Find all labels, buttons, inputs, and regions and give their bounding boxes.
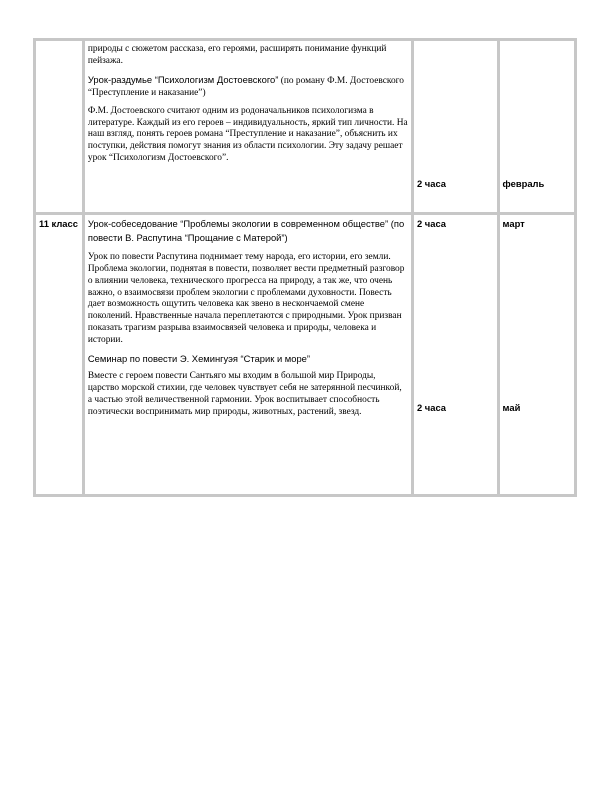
month-label: февраль xyxy=(502,178,545,189)
lesson-title: Урок-собеседование “Проблемы экологии в современном обществе” xyxy=(87,218,389,229)
lesson-text: Ф.М. Достоевского считают одним из родоначальников психологизма в литературе. Каждый из его героев – индивидуальность, яркий тип личности. На наш взгляд, понять героев романа “Преступление и наказание”, объяснить их поступки, действия помогут знания из области психологии. Эту задачу решает урок “Психологизм Достоевского”. xyxy=(87,105,408,164)
lesson-text: природы с сюжетом рассказа, его героями, расширять понимание функций пейзажа. xyxy=(87,44,387,66)
hours-cell xyxy=(412,40,498,214)
month-cell xyxy=(498,40,575,214)
curriculum-table xyxy=(33,38,577,497)
lesson-heading xyxy=(88,74,408,100)
hours-label: 2 часа xyxy=(416,218,446,229)
hours-label: 2 часа xyxy=(416,402,446,413)
table-row xyxy=(35,40,576,214)
grade-label: 11 класс xyxy=(39,218,78,229)
grade-cell xyxy=(35,40,84,214)
table-row xyxy=(35,214,576,496)
lesson-description-cell xyxy=(83,214,412,496)
month-label: май xyxy=(502,402,521,413)
lesson-title-note: (по повести В. Распутина “Прощание с Матерой”) xyxy=(87,218,405,243)
lesson-description-cell xyxy=(83,40,412,214)
hours-cell xyxy=(412,214,498,496)
lesson-heading xyxy=(88,218,408,246)
lesson-title: Урок-раздумье “Психологизм Достоевского” xyxy=(87,73,279,85)
hours-label: 2 часа xyxy=(416,178,446,189)
lesson-text: Вместе с героем повести Сантьяго мы входим в большой мир Природы, царство морской стихии, где человек чувствует себя не затерянной песчинкой, а частью этой величественной гармонии. Урок воспитывает способность поэтически воспринимать мир природы, животных, растений, звезд. xyxy=(87,370,402,417)
month-label: март xyxy=(502,218,525,229)
lesson-text: Урок по повести Распутина поднимает тему народа, его истории, его земли. Проблема экологии, поднятая в повести, позволяет вести предметный разговор о влиянии человека, технического прогресса на природу, а так же, что очень важно, о взаимосвязи проблем экологии с проблемами духовности. Повесть дает возможность ощутить человека как звено в нескончаемой смене поколений. Нравственные начала переплетаются с природными. Урок призван показать трагизм разрыва взаимосвязей человека и природы, человека и истории. xyxy=(87,251,405,346)
month-cell xyxy=(498,214,575,496)
grade-cell xyxy=(35,214,84,496)
lesson-title-note: (по роману Ф.М. Достоевского “Преступление и наказание”) xyxy=(87,75,404,98)
lesson-heading: Семинар по повести Э. Хемингуэя “Старик и море” xyxy=(87,353,311,365)
